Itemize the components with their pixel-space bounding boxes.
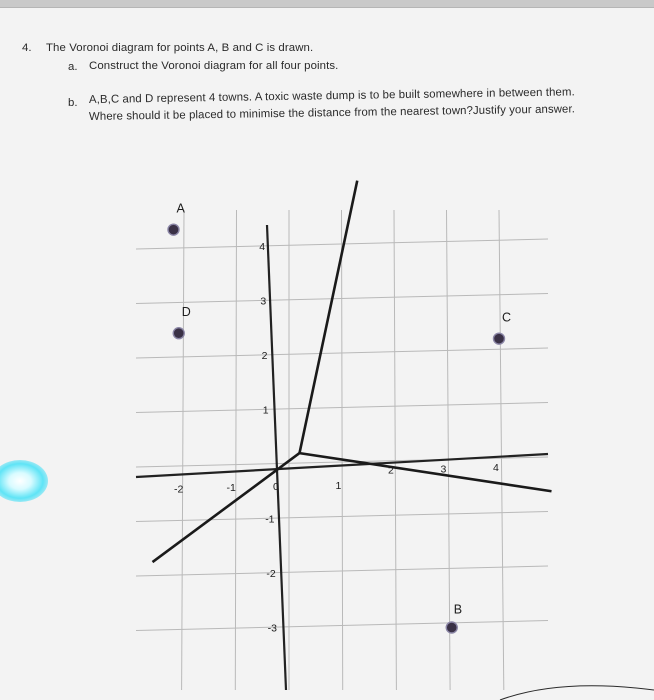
y-axis (267, 225, 286, 690)
y-tick-label: 2 (261, 350, 268, 362)
x-tick-label: 0 (273, 481, 279, 493)
grid-vline (394, 210, 396, 690)
part-a-label: a. (68, 61, 78, 73)
y-tick-label: -1 (265, 513, 275, 526)
point-label-b: B (453, 602, 463, 617)
part-b-text-line2: Where should it be placed to minimise the distance from the nearest town?Justify your answer. (88, 103, 576, 123)
x-tick-label: 3 (440, 463, 447, 476)
y-tick-label: -2 (266, 568, 276, 580)
point-label-a: A (176, 201, 185, 216)
grid-vline (499, 210, 504, 690)
tick-labels (174, 241, 499, 635)
x-tick-label: -1 (226, 482, 236, 495)
grid-vline (342, 210, 343, 690)
point-label-c: C (502, 310, 512, 325)
point-c (494, 333, 505, 344)
x-tick-label: 1 (335, 479, 342, 492)
part-b-label: b. (68, 97, 78, 109)
partial-arc (500, 686, 654, 700)
point-a (168, 224, 179, 235)
x-tick-label: 2 (388, 464, 394, 477)
y-tick-label: -3 (267, 622, 277, 635)
part-b-text-line1: A,B,C and D represent 4 towns. A toxic waste dump is to be built somewhere in between them. (88, 86, 575, 106)
part-a-text: Construct the Voronoi diagram for all four points. (89, 60, 339, 72)
grid-hline (136, 621, 548, 631)
grid-vline (182, 210, 184, 690)
y-tick-label: 3 (260, 295, 267, 308)
grid-vline (447, 210, 451, 690)
grid-lines (136, 210, 548, 690)
y-tick-label: 4 (259, 241, 266, 253)
grid-vline (235, 210, 236, 690)
x-tick-label: -2 (174, 483, 184, 496)
point-d (173, 328, 184, 339)
point-b (446, 622, 457, 633)
question-number: 4. (22, 42, 32, 54)
voronoi-edge (300, 181, 358, 454)
point-label-d: D (181, 305, 191, 320)
question-stem: The Voronoi diagram for points A, B and C is drawn. (46, 42, 314, 54)
x-tick-label: 4 (493, 462, 499, 475)
y-tick-label: 1 (262, 404, 269, 417)
voronoi-edges (153, 181, 552, 562)
